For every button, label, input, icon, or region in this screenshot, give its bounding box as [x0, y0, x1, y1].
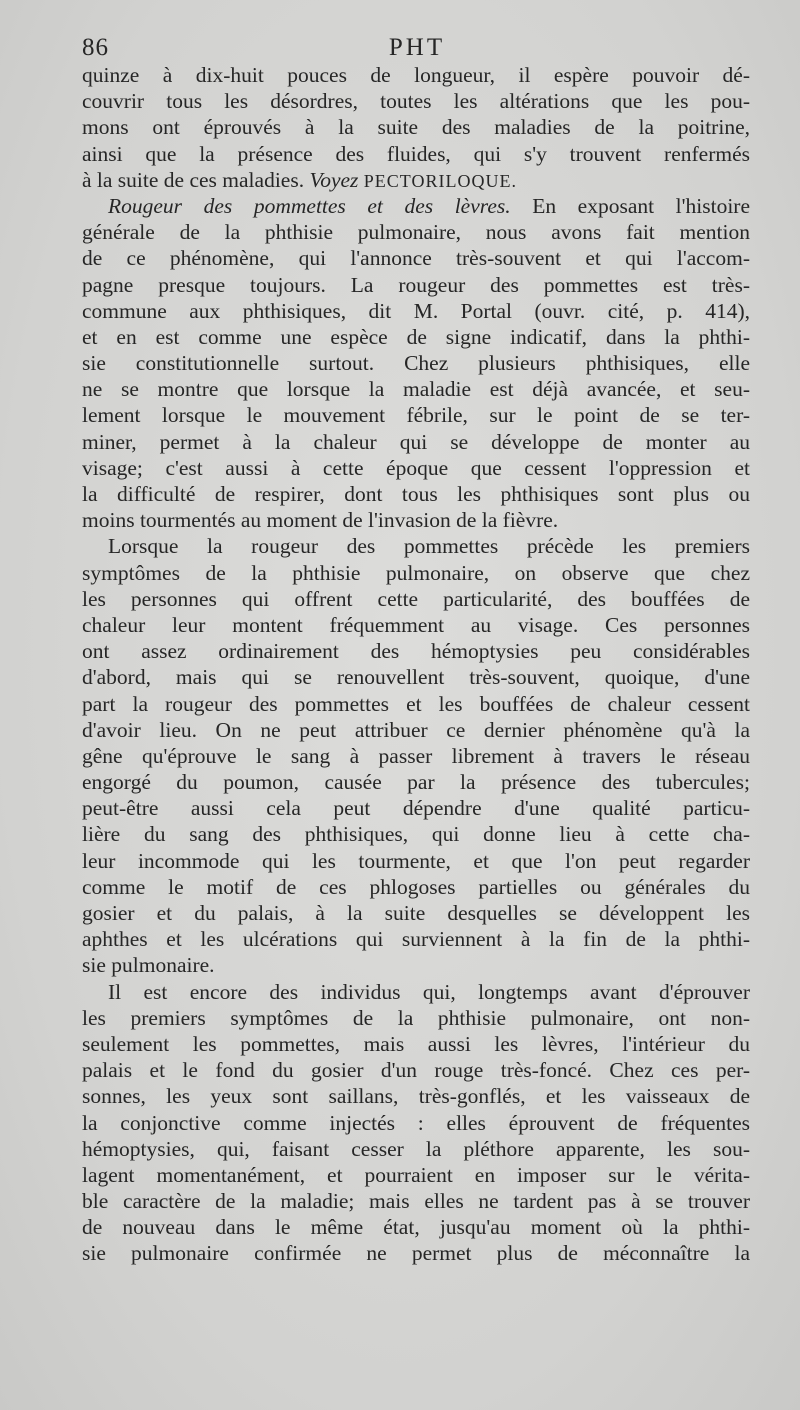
text-line: seulement les pommettes, mais aussi les lèvres, l'intérieur du [82, 1031, 750, 1056]
text-line: quinze à dix-huit pouces de longueur, il espère pouvoir dé- [82, 63, 750, 87]
text-line: sonnes, les yeux sont saillans, très-gonflés, et les vaisseaux de [82, 1084, 750, 1109]
text-line: de ce phénomène, qui l'annonce très-souvent et qui l'accom- [82, 246, 750, 271]
text-line: sie pulmonaire. [82, 953, 215, 978]
text-line: et en est comme une espèce de signe indicatif, dans la phthi- [82, 324, 750, 349]
section-heading: Rougeur des pommettes et des lèvres. [108, 193, 511, 218]
text-line: ble caractère de la maladie; mais elles ne tardent pas à se trouver [82, 1189, 750, 1214]
text-line: peut-être aussi cela peut dépendre d'une qualité particu- [82, 796, 750, 821]
text-line: les personnes qui offrent cette particularité, des bouffées de [82, 586, 750, 611]
text-line: moins tourmentés au moment de l'invasion de la fièvre. [82, 508, 559, 533]
text-line: d'abord, mais qui se renouvellent très-souvent, quoique, d'une [82, 665, 750, 690]
text-line: symptômes de la phthisie pulmonaire, on observe que chez [82, 560, 750, 585]
text-line: engorgé du poumon, causée par la présence des tubercules; [82, 770, 750, 795]
text-line: miner, permet à la chaleur qui se développe de monter au [82, 429, 750, 454]
text-line: lement lorsque le mouvement fébrile, sur le point de se ter- [82, 403, 750, 428]
text-line: commune aux phthisiques, dit M. Portal (ouvr. cité, p. 414), [82, 298, 750, 323]
text-line: palais et le fond du gosier d'un rouge très-foncé. Chez ces per- [82, 1058, 750, 1083]
text-line: ne se montre que lorsque la maladie est déjà avancée, et seu- [82, 377, 750, 402]
text-line: leur incommode qui les tourmente, et que l'on peut regarder [82, 848, 750, 873]
text-line: Rougeur des pommettes et des lèvres. En exposant l'histoire [108, 193, 750, 218]
text-line: sie pulmonaire confirmée ne permet plus de méconnaître la [82, 1241, 750, 1266]
text-line: lière du sang des phthisiques, qui donne lieu à cette cha- [82, 822, 750, 847]
text-line: mons ont éprouvés à la suite des maladies de la poitrine, [82, 115, 750, 140]
text-line: lagent momentanément, et pourraient en imposer sur le vérita- [82, 1162, 750, 1187]
text-line: pagne presque toujours. La rougeur des pommettes est très- [82, 272, 750, 297]
text-line: gêne qu'éprouve le sang à passer librement à travers le réseau [82, 743, 750, 768]
text-line: la conjonctive comme injectés : elles éprouvent de fréquentes [82, 1110, 750, 1135]
text-line: gosier et du palais, à la suite desquelles se développent les [82, 901, 750, 925]
text-line: hémoptysies, qui, faisant cesser la pléthore apparente, les sou- [82, 1136, 750, 1161]
text-line: comme le motif de ces phlogoses partielles ou générales du [82, 874, 750, 899]
text-line: Il est encore des individus qui, longtemps avant d'éprouver [108, 979, 750, 1004]
cross-reference: PECTORILOQUE. [363, 170, 517, 191]
text-line: à la suite de ces maladies. Voyez PECTORILOQUE. [82, 167, 517, 192]
text-line: ainsi que la présence des fluides, qui s'y trouvent renfermés [82, 141, 750, 166]
text-line: Lorsque la rougeur des pommettes précède les premiers [108, 534, 750, 559]
text-line: part la rougeur des pommettes et les bouffées de chaleur cessent [82, 691, 750, 716]
see-also-word: Voyez [309, 167, 364, 192]
body-text [82, 62, 750, 1267]
text-line: les premiers symptômes de la phthisie pulmonaire, ont non- [82, 1005, 750, 1030]
text-line: la difficulté de respirer, dont tous les phthisiques sont plus ou [82, 482, 750, 506]
text-line: couvrir tous les désordres, toutes les altérations que les pou- [82, 89, 750, 114]
text-line: de nouveau dans le même état, jusqu'au moment où la phthi- [82, 1215, 750, 1240]
text-line: d'avoir lieu. On ne peut attribuer ce dernier phénomène qu'à la [82, 717, 750, 742]
text-line: sie constitutionnelle surtout. Chez plusieurs phthisiques, elle [82, 351, 750, 376]
page-number: 86 [82, 34, 109, 61]
running-head: PHT [388, 34, 446, 61]
text-line: aphthes et les ulcérations qui surviennent à la fin de la phthi- [82, 927, 750, 952]
text-line: ont assez ordinairement des hémoptysies peu considérables [82, 639, 750, 664]
text-line: visage; c'est aussi à cette époque que cessent l'oppression et [82, 455, 750, 480]
text-line: générale de la phthisie pulmonaire, nous avons fait mention [82, 220, 750, 245]
text-line: chaleur leur montent fréquemment au visage. Ces personnes [82, 612, 750, 637]
